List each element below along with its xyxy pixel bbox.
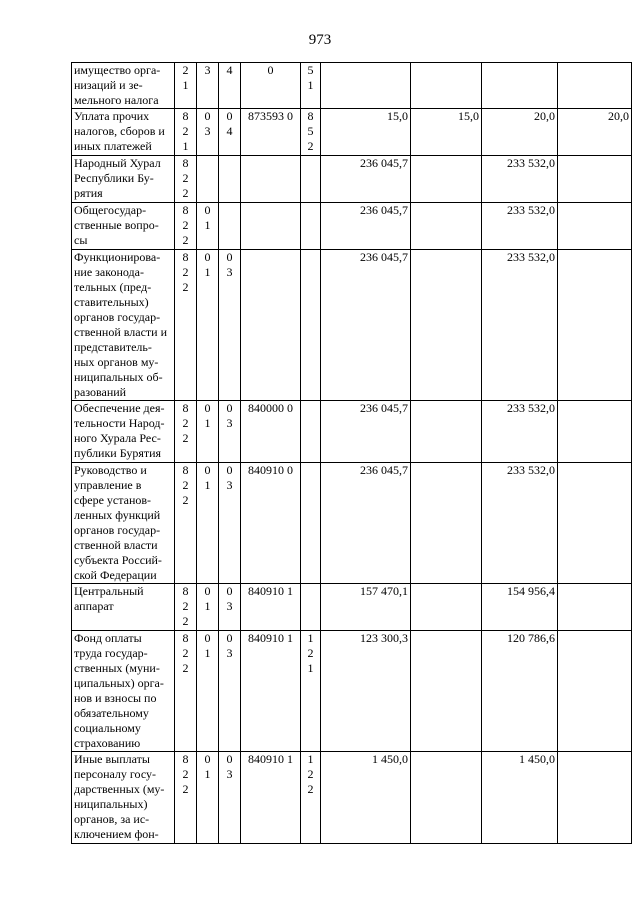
expense-type-code [301, 463, 321, 584]
row-name: Иные выплаты персоналу госу-дарственных (му-ниципальных) органов, за ис-ключением фон- [72, 752, 175, 844]
amount-4 [558, 156, 632, 203]
table-row [72, 250, 632, 401]
amount-4 [558, 752, 632, 844]
ministry-code: 8 2 2 [175, 156, 197, 203]
row-name: Руководство и управление в сфере установ-ленных функций органов государ-ственной власти субъекта Россий-ской Федерации [72, 463, 175, 584]
amount-2 [411, 250, 482, 401]
budget-table [71, 62, 632, 844]
ministry-code: 8 2 2 [175, 584, 197, 631]
amount-2: 15,0 [411, 109, 482, 156]
amount-1: 236 045,7 [321, 156, 411, 203]
amount-2 [411, 203, 482, 250]
subsection-code: 0 3 [219, 401, 241, 463]
amount-1: 123 300,3 [321, 631, 411, 752]
amount-3: 233 532,0 [482, 156, 558, 203]
amount-2 [411, 631, 482, 752]
row-name: Центральный аппарат [72, 584, 175, 631]
subsection-code: 4 [219, 63, 241, 109]
subsection-code: 0 3 [219, 584, 241, 631]
subsection-code: 0 3 [219, 752, 241, 844]
subsection-code: 0 3 [219, 250, 241, 401]
subsection-code: 0 3 [219, 631, 241, 752]
table-row [72, 63, 632, 109]
row-name: имущество орга- низаций и зе- мельного налога [72, 63, 175, 109]
amount-3: 233 532,0 [482, 401, 558, 463]
table-row [72, 584, 632, 631]
table-row [72, 631, 632, 752]
amount-4 [558, 401, 632, 463]
section-code: 0 1 [197, 752, 219, 844]
table-row [72, 463, 632, 584]
row-name: Обеспечение дея-тельности Народ-ного Хурала Рес-публики Бурятия [72, 401, 175, 463]
row-name: Фонд оплаты труда государ-ственных (муни-ципальных) орга-нов и взносы по обязательному социальному страхованию [72, 631, 175, 752]
target-article-code: 0 [241, 63, 301, 109]
row-name: Уплата прочих налогов, сборов и иных платежей [72, 109, 175, 156]
amount-2 [411, 752, 482, 844]
amount-4 [558, 631, 632, 752]
amount-1 [321, 63, 411, 109]
amount-3: 233 532,0 [482, 250, 558, 401]
amount-2 [411, 63, 482, 109]
amount-1: 236 045,7 [321, 203, 411, 250]
amount-1: 236 045,7 [321, 250, 411, 401]
amount-4: 20,0 [558, 109, 632, 156]
table-row [72, 109, 632, 156]
expense-type-code [301, 250, 321, 401]
amount-3: 120 786,6 [482, 631, 558, 752]
expense-type-code [301, 401, 321, 463]
subsection-code [219, 156, 241, 203]
target-article-code: 840000 0 [241, 401, 301, 463]
amount-1: 1 450,0 [321, 752, 411, 844]
amount-1: 157 470,1 [321, 584, 411, 631]
ministry-code: 8 2 2 [175, 631, 197, 752]
ministry-code: 2 1 [175, 63, 197, 109]
subsection-code [219, 203, 241, 250]
section-code: 0 1 [197, 631, 219, 752]
amount-2 [411, 463, 482, 584]
ministry-code: 8 2 2 [175, 203, 197, 250]
target-article-code: 840910 0 [241, 463, 301, 584]
amount-2 [411, 401, 482, 463]
amount-1: 236 045,7 [321, 463, 411, 584]
ministry-code: 8 2 2 [175, 752, 197, 844]
amount-3: 233 532,0 [482, 463, 558, 584]
amount-3: 20,0 [482, 109, 558, 156]
section-code [197, 156, 219, 203]
row-name: Общегосудар-ственные вопро-сы [72, 203, 175, 250]
subsection-code: 0 3 [219, 463, 241, 584]
ministry-code: 8 2 1 [175, 109, 197, 156]
section-code: 0 1 [197, 250, 219, 401]
amount-4 [558, 63, 632, 109]
expense-type-code: 1 2 2 [301, 752, 321, 844]
target-article-code: 840910 1 [241, 752, 301, 844]
section-code: 0 1 [197, 584, 219, 631]
amount-2 [411, 584, 482, 631]
expense-type-code: 8 5 2 [301, 109, 321, 156]
amount-4 [558, 203, 632, 250]
amount-3: 233 532,0 [482, 203, 558, 250]
amount-3: 1 450,0 [482, 752, 558, 844]
amount-1: 236 045,7 [321, 401, 411, 463]
target-article-code [241, 250, 301, 401]
target-article-code: 873593 0 [241, 109, 301, 156]
section-code: 0 3 [197, 109, 219, 156]
table-row [72, 401, 632, 463]
row-name: Функционирова-ние законода-тельных (пред-ставительных) органов государ-ственной власти и представитель-ных органов му-ниципальных об-разований [72, 250, 175, 401]
expense-type-code: 5 1 [301, 63, 321, 109]
amount-4 [558, 250, 632, 401]
target-article-code [241, 156, 301, 203]
table-row [72, 156, 632, 203]
expense-type-code: 1 2 1 [301, 631, 321, 752]
expense-type-code [301, 156, 321, 203]
section-code: 0 1 [197, 203, 219, 250]
target-article-code: 840910 1 [241, 584, 301, 631]
section-code: 3 [197, 63, 219, 109]
ministry-code: 8 2 2 [175, 463, 197, 584]
amount-4 [558, 584, 632, 631]
amount-1: 15,0 [321, 109, 411, 156]
amount-3: 154 956,4 [482, 584, 558, 631]
ministry-code: 8 2 2 [175, 250, 197, 401]
expense-type-code [301, 203, 321, 250]
table-row [72, 752, 632, 844]
amount-3 [482, 63, 558, 109]
ministry-code: 8 2 2 [175, 401, 197, 463]
section-code: 0 1 [197, 463, 219, 584]
row-name: Народный Хурал Республики Бу-рятия [72, 156, 175, 203]
table-row [72, 203, 632, 250]
target-article-code: 840910 1 [241, 631, 301, 752]
amount-4 [558, 463, 632, 584]
expense-type-code [301, 584, 321, 631]
section-code: 0 1 [197, 401, 219, 463]
subsection-code: 0 4 [219, 109, 241, 156]
page-number: 973 [308, 32, 332, 48]
amount-2 [411, 156, 482, 203]
target-article-code [241, 203, 301, 250]
